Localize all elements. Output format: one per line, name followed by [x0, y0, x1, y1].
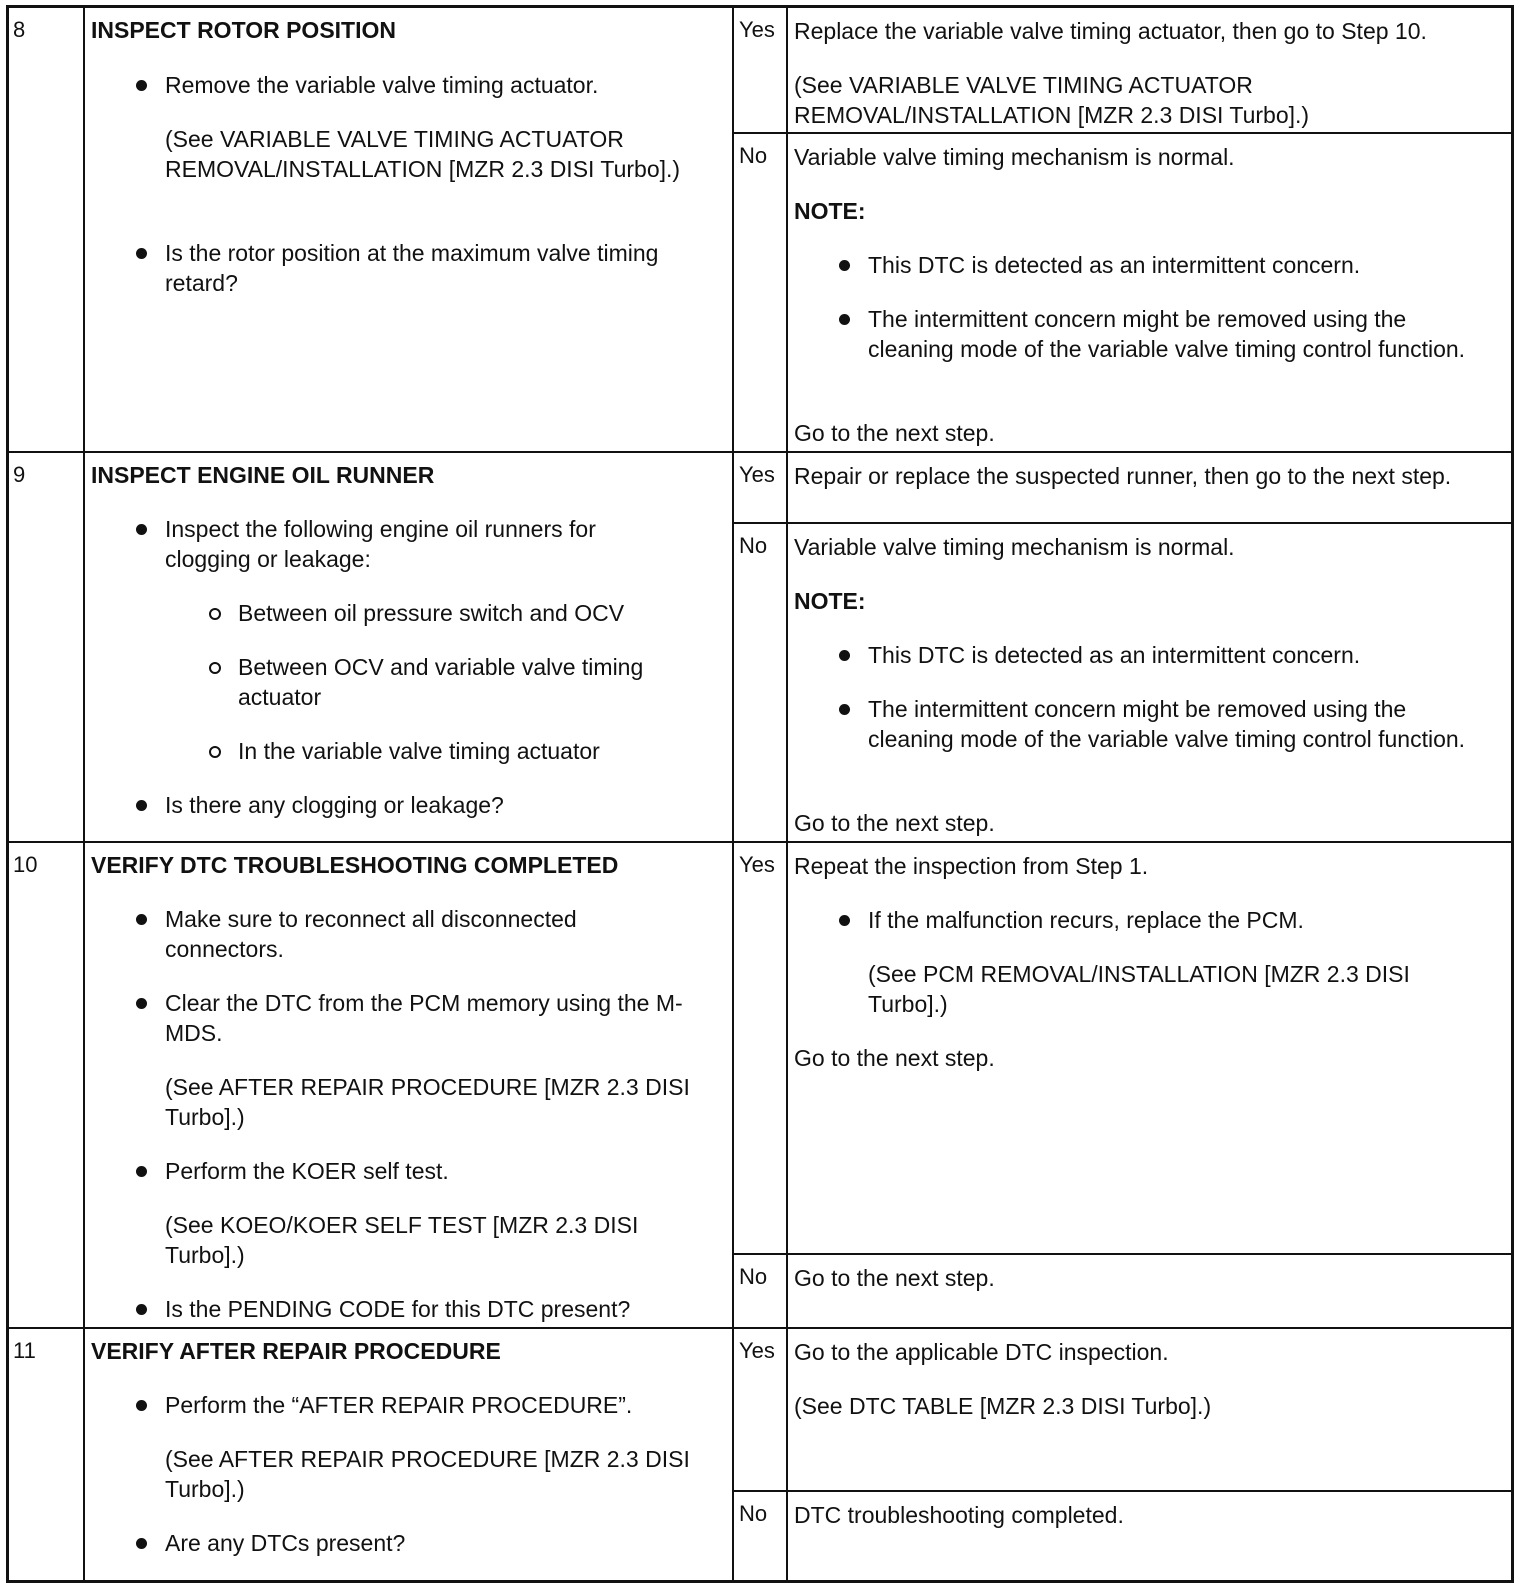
- step-number: 11: [13, 1338, 36, 1363]
- no-label: No: [739, 1501, 768, 1526]
- yes-label: Yes: [739, 852, 775, 877]
- step-number: 9: [13, 462, 26, 487]
- table-row-step-11: [9, 1329, 1511, 1580]
- note-item: The intermittent concern might be removed using the cleaning mode of the variable valve timing control function.: [868, 696, 1466, 752]
- yes-no-divider: [734, 522, 1511, 524]
- note-label: NOTE:: [794, 588, 866, 614]
- yes-no-divider: [734, 132, 1511, 134]
- step-item: Inspect the following engine oil runners for clogging or leakage:: [165, 516, 596, 572]
- step-question: Are any DTCs present?: [165, 1530, 406, 1556]
- step-item: Perform the “AFTER REPAIR PROCEDURE”.: [165, 1392, 633, 1418]
- yes-label: Yes: [739, 1338, 775, 1363]
- next-step-text: Go to the next step.: [794, 810, 995, 836]
- yes-no-divider: [734, 1253, 1511, 1255]
- step-title: INSPECT ROTOR POSITION: [91, 17, 396, 43]
- step-description-cell: [85, 843, 734, 1327]
- bullet-icon: [136, 248, 147, 259]
- step-title: INSPECT ENGINE OIL RUNNER: [91, 462, 435, 488]
- table-row-step-9: [9, 453, 1511, 843]
- yes-reference: (See PCM REMOVAL/INSTALLATION [MZR 2.3 DISI Turbo].): [868, 961, 1410, 1017]
- step-item: Make sure to reconnect all disconnected connectors.: [165, 906, 577, 962]
- bullet-icon: [839, 314, 850, 325]
- no-action: DTC troubleshooting completed.: [794, 1502, 1124, 1528]
- circle-bullet-icon: [209, 608, 221, 620]
- step-item: Remove the variable valve timing actuator.: [165, 72, 599, 98]
- step-question: Is the rotor position at the maximum valve timing retard?: [165, 240, 659, 296]
- step-description-cell: [85, 8, 734, 451]
- step-number: 10: [13, 852, 38, 877]
- step-title: VERIFY AFTER REPAIR PROCEDURE: [91, 1338, 501, 1364]
- yes-no-cell: [734, 453, 788, 841]
- yes-action: Replace the variable valve timing actuator, then go to Step 10.: [794, 18, 1427, 44]
- step-number-cell: [9, 1329, 85, 1580]
- bullet-icon: [839, 915, 850, 926]
- no-label: No: [739, 533, 768, 558]
- step-description-cell: [85, 453, 734, 841]
- yes-reference: (See DTC TABLE [MZR 2.3 DISI Turbo].): [794, 1393, 1212, 1419]
- bullet-icon: [136, 1166, 147, 1177]
- yes-action: Repeat the inspection from Step 1.: [794, 853, 1149, 879]
- bullet-icon: [136, 1400, 147, 1411]
- next-step-text: Go to the next step.: [794, 1045, 995, 1071]
- bullet-icon: [839, 704, 850, 715]
- step-subitem: Between OCV and variable valve timing actuator: [238, 654, 644, 710]
- bullet-icon: [136, 1304, 147, 1315]
- yes-reference: (See VARIABLE VALVE TIMING ACTUATOR REMOVAL/INSTALLATION [MZR 2.3 DISI Turbo].): [794, 72, 1310, 128]
- step-item: Clear the DTC from the PCM memory using the M-MDS.: [165, 990, 683, 1046]
- step-subitem: In the variable valve timing actuator: [238, 738, 600, 764]
- bullet-icon: [136, 1538, 147, 1549]
- no-label: No: [739, 143, 768, 168]
- note-item: The intermittent concern might be removed using the cleaning mode of the variable valve timing control function.: [868, 306, 1466, 362]
- yes-label: Yes: [739, 17, 775, 42]
- step-question: Is the PENDING CODE for this DTC present?: [165, 1296, 631, 1322]
- no-label: No: [739, 1264, 768, 1289]
- note-item: This DTC is detected as an intermittent concern.: [868, 252, 1361, 278]
- yes-subitem: If the malfunction recurs, replace the PCM.: [868, 907, 1304, 933]
- step-reference: (See AFTER REPAIR PROCEDURE [MZR 2.3 DISI Turbo].): [165, 1074, 690, 1130]
- circle-bullet-icon: [209, 746, 221, 758]
- bullet-icon: [136, 524, 147, 535]
- step-number: 8: [13, 17, 26, 42]
- yes-label: Yes: [739, 462, 775, 487]
- step-description-cell: [85, 1329, 734, 1580]
- result-cell: [788, 453, 1511, 841]
- no-action: Variable valve timing mechanism is normal.: [794, 144, 1235, 170]
- step-number-cell: [9, 453, 85, 841]
- no-action: Variable valve timing mechanism is normal.: [794, 534, 1235, 560]
- table-row-step-10: [9, 843, 1511, 1329]
- step-number-cell: [9, 843, 85, 1327]
- step-number-cell: [9, 8, 85, 451]
- result-cell: [788, 8, 1511, 451]
- yes-no-cell: [734, 8, 788, 451]
- note-label: NOTE:: [794, 198, 866, 224]
- next-step-text: Go to the next step.: [794, 420, 995, 446]
- result-cell: [788, 1329, 1511, 1580]
- yes-no-divider: [734, 1490, 1511, 1492]
- step-reference: (See KOEO/KOER SELF TEST [MZR 2.3 DISI Turbo].): [165, 1212, 639, 1268]
- troubleshooting-table: [6, 5, 1514, 1583]
- bullet-icon: [136, 998, 147, 1009]
- yes-action: Go to the applicable DTC inspection.: [794, 1339, 1169, 1365]
- bullet-icon: [136, 80, 147, 91]
- note-item: This DTC is detected as an intermittent concern.: [868, 642, 1361, 668]
- step-question: Is there any clogging or leakage?: [165, 792, 504, 818]
- no-action: Go to the next step.: [794, 1265, 995, 1291]
- step-item: Perform the KOER self test.: [165, 1158, 449, 1184]
- step-title: VERIFY DTC TROUBLESHOOTING COMPLETED: [91, 852, 619, 878]
- bullet-icon: [839, 260, 850, 271]
- table-row-step-8: [9, 8, 1511, 453]
- bullet-icon: [136, 800, 147, 811]
- step-reference: (See VARIABLE VALVE TIMING ACTUATOR REMOVAL/INSTALLATION [MZR 2.3 DISI Turbo].): [165, 126, 681, 182]
- bullet-icon: [839, 650, 850, 661]
- circle-bullet-icon: [209, 662, 221, 674]
- yes-action: Repair or replace the suspected runner, then go to the next step.: [794, 463, 1452, 489]
- step-subitem: Between oil pressure switch and OCV: [238, 600, 625, 626]
- step-reference: (See AFTER REPAIR PROCEDURE [MZR 2.3 DISI Turbo].): [165, 1446, 690, 1502]
- bullet-icon: [136, 914, 147, 925]
- yes-no-cell: [734, 1329, 788, 1580]
